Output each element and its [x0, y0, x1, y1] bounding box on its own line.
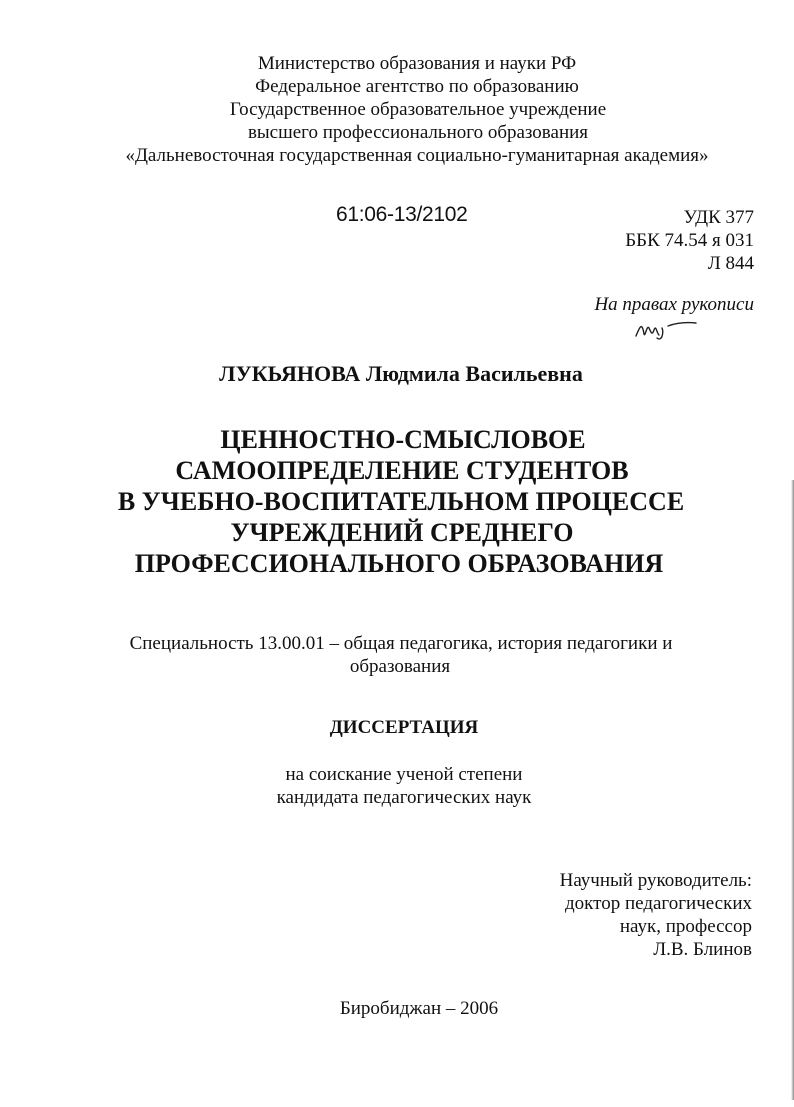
document-type-row	[0, 717, 794, 739]
title-line: ЦЕННОСТНО-СМЫСЛОВОЕ	[220, 425, 586, 454]
library-stamp-code: 61:06-13/2102	[336, 203, 468, 226]
author-mark: Л 844	[707, 253, 754, 274]
institution-line: Государственное образовательное учреждение	[229, 99, 607, 120]
specialty	[0, 632, 794, 678]
title-line: ПРОФЕССИОНАЛЬНОГО ОБРАЗОВАНИЯ	[134, 549, 664, 578]
degree-line: кандидата педагогических наук	[276, 787, 532, 808]
institution-line: Министерство образования и науки РФ	[257, 53, 577, 74]
signature-icon	[632, 314, 700, 344]
title-line: САМООПРЕДЕЛЕНИЕ СТУДЕНТОВ	[175, 456, 629, 485]
city-year-row	[0, 998, 794, 1020]
specialty-line: Специальность 13.00.01 – общая педагогика, история педагогики и	[129, 633, 673, 654]
manuscript-rights-note: На правах рукописи	[594, 294, 754, 315]
title-line: УЧРЕЖДЕНИЙ СРЕДНЕГО	[230, 518, 574, 547]
title-line: В УЧЕБНО-ВОСПИТАТЕЛЬНОМ ПРОЦЕССЕ	[117, 487, 685, 516]
degree	[0, 763, 794, 809]
advisor-line: наук, профессор	[619, 916, 752, 937]
author-name: ЛУКЬЯНОВА Людмила Васильевна	[219, 361, 583, 386]
scientific-advisor	[560, 869, 752, 961]
advisor-line: Л.В. Блинов	[653, 939, 752, 960]
institution-line: Федеральное агентство по образованию	[255, 76, 579, 97]
institution-line: «Дальневосточная государственная социально-гуманитарная академия»	[125, 145, 709, 166]
udk-code: УДК 377	[683, 207, 754, 228]
specialty-line: образования	[349, 656, 451, 677]
city-year: Биробиджан – 2006	[339, 998, 499, 1019]
institution-header	[0, 52, 794, 167]
degree-line: на соискание ученой степени	[285, 764, 523, 785]
document-type: ДИССЕРТАЦИЯ	[329, 717, 479, 738]
advisor-line: доктор педагогических	[565, 893, 752, 914]
dissertation-title	[0, 424, 794, 579]
classification-block	[625, 206, 754, 275]
institution-line: высшего профессионального образования	[247, 122, 589, 143]
author-row	[0, 361, 794, 387]
bbk-code: ББК 74.54 я 031	[625, 230, 754, 251]
advisor-line: Научный руководитель:	[559, 870, 752, 891]
